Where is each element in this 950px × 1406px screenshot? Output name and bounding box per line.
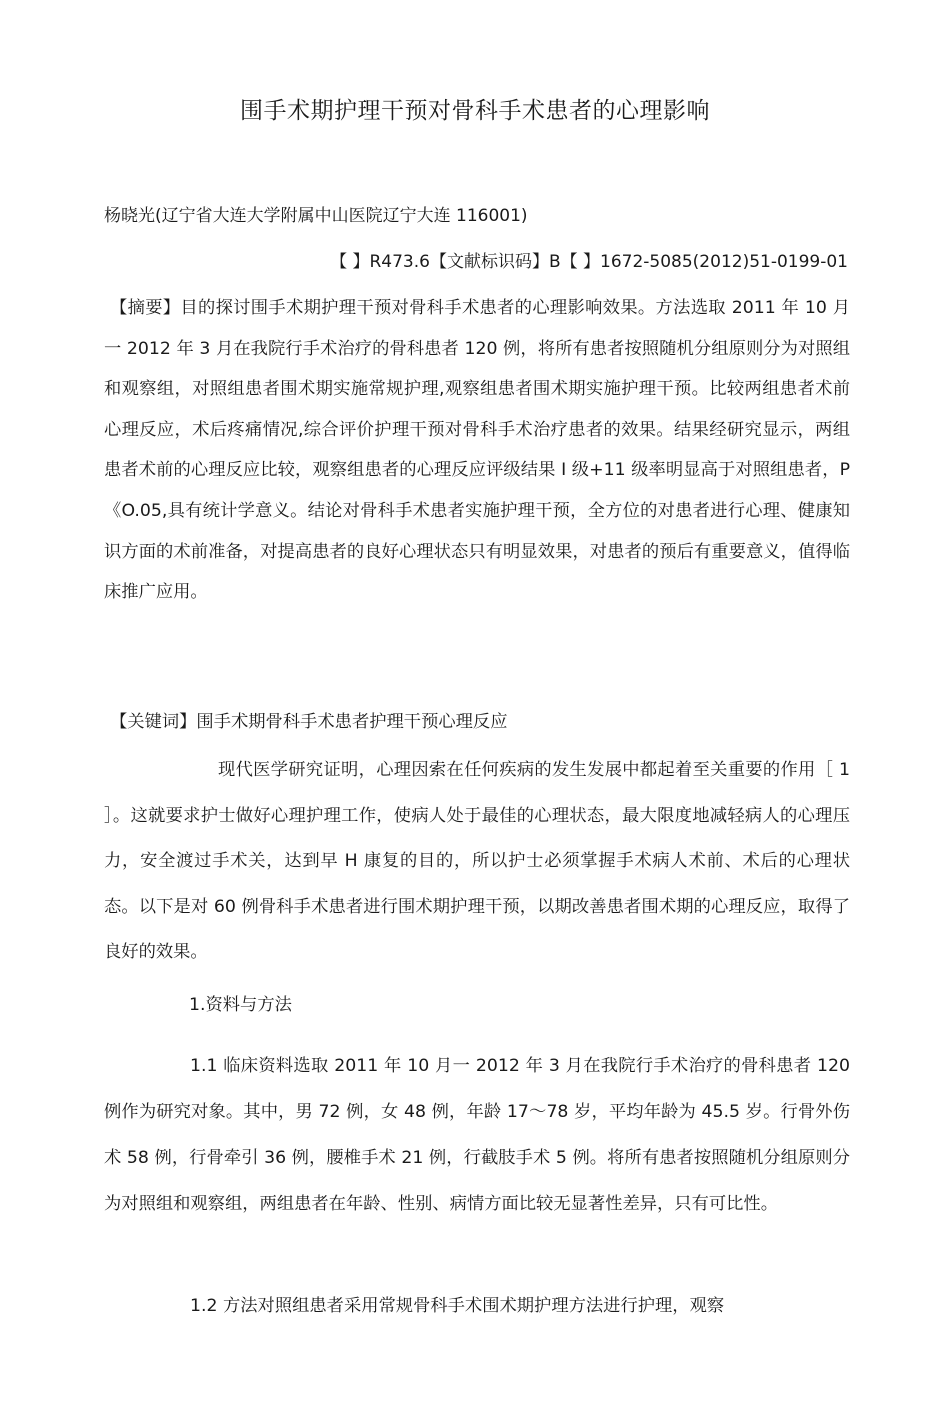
- introduction-paragraph: 现代医学研究证明，心理因索在任何疾病的发生发展中都起着至关重要的作用［ 1 ］。这就要求护士做好心理护理工作，使病人处于最佳的心理状态，最大限度地减轻病人的心理压力，安全渡过手术关，达到早 H 康复的目的，所以护士必须掌握手术病人术前、术后的心理状态。以下是对 60 例骨科手术患者进行围术期护理干预，以期改善患者围术期的心理反应，取得了良好的效果。: [104, 760, 850, 963]
- section-1-1-paragraph: 1.1 临床资料选取 2011 年 10 月一 2012 年 3 月在我院行手术治疗的骨科患者 120 例作为研究对象。其中，男 72 例，女 48 例，年龄 17〜78 岁，平均年龄为 45.5 岁。行骨外伤术 58 例，行骨牵引 36 例，腰椎手术 21 例，行截肢手术 5 例。将所有患者按照随机分组原则分为对照组和观察组，两组患者在年龄、性别、病情方面比较无显著性差异，只有可比性。: [104, 1056, 850, 1214]
- keywords-line: 【关键词】围手术期骨科手术患者护理干预心理反应: [110, 712, 508, 732]
- classification-codes: 【 】R473.6【文献标识码】B【 】1672-5085(2012)51-0199-01: [330, 252, 848, 272]
- abstract-paragraph: 【摘要】目的探讨围手术期护理干预对骨科手术患者的心理影响效果。方法选取 2011 年 10 月一 2012 年 3 月在我院行手术治疗的骨科患者 120 例，将所有患者按照随机分组原则分为对照组和观察组，对照组患者围术期实施常规护理,观察组患者围术期实施护理干预。比较两组患者术前心理反应，术后疼痛情况,综合评价护理干预对骨科手术治疗患者的效果。结果经研究显示，两组患者术前的心理反应比较，观察组患者的心理反应评级结果 I 级+11 级率明显高于对照组患者，P《O.05,具有统计学意义。结论对骨科手术患者实施护理干预，全方位的对患者进行心理、健康知识方面的术前准备，对提高患者的良好心理状态只有明显效果，对患者的预后有重要意义，值得临床推广应用。: [104, 298, 850, 603]
- author-affiliation: 杨晓光(辽宁省大连大学附属中山医院辽宁大连 116001): [104, 206, 528, 226]
- section-1-2-paragraph: 1.2 方法对照组患者采用常规骨科手术围术期护理方法进行护理，观察: [190, 1296, 725, 1316]
- document-title: 围手术期护理干预对骨科手术患者的心理影响: [240, 98, 710, 124]
- section-heading-materials-methods: 1.资料与方法: [189, 995, 292, 1015]
